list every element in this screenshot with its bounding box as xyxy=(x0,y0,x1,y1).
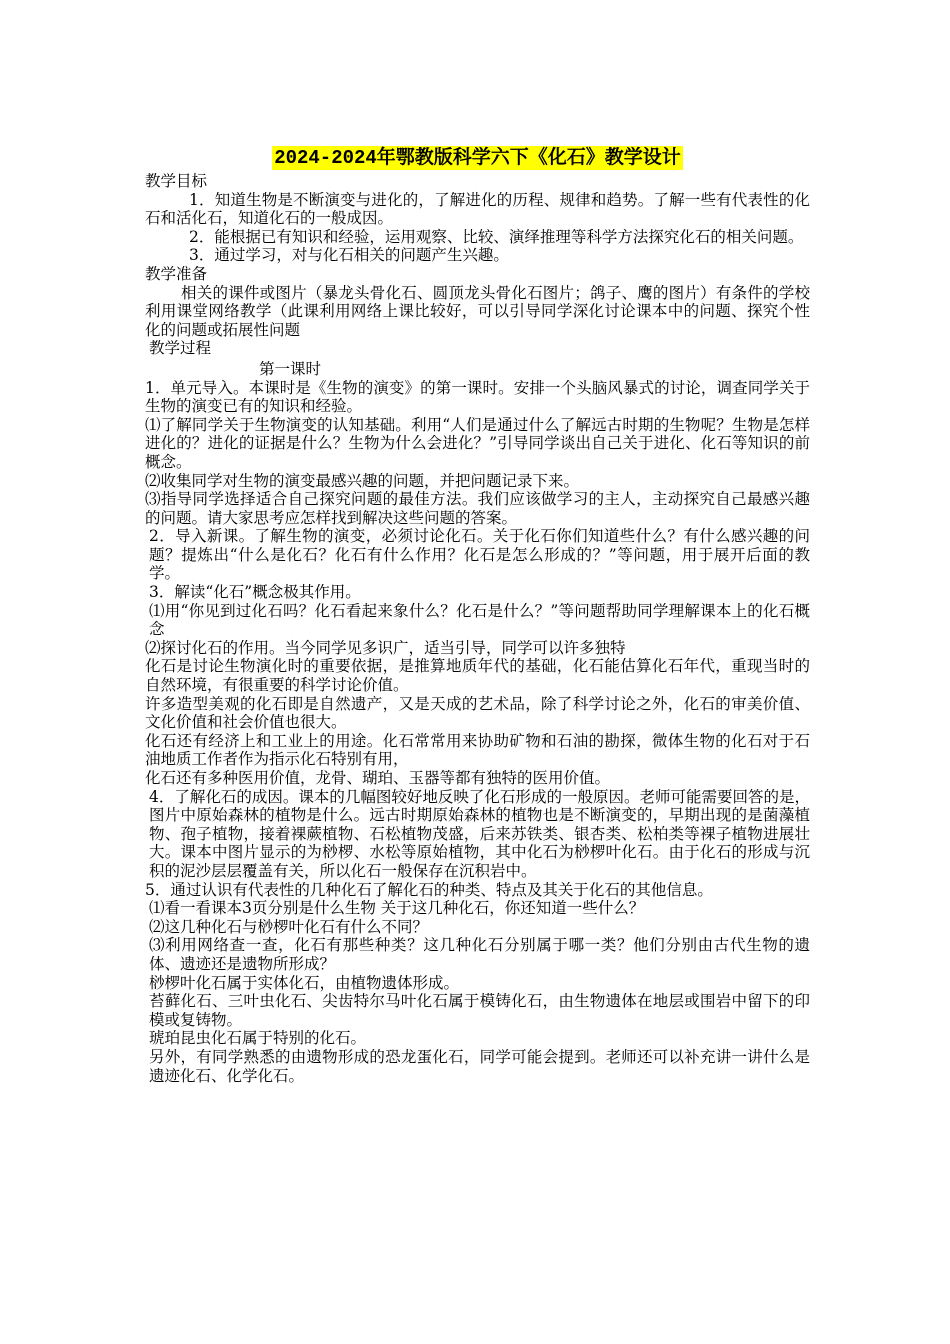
paragraph: 4．了解化石的成因。课本的几幅图较好地反映了化石形成的一般原因。老师可能需要回答的是，图片中原始森林的植物是什么。远古时期原始森林的植物也是不断演变的，早期出现的是菌藻植物、孢子植物，接着裸蕨植物、石松植物茂盛，后来苏铁类、银杏类、松柏类等裸子植物进展壮大。课本中图片显示的为桫椤、水松等原始植物，其中化石为桫椤叶化石。由于化石的形成与沉积的泥沙层层覆盖有关，所以化石一般保存在沉积岩中。 xyxy=(149,787,810,880)
paragraph: 第一课时 xyxy=(259,359,322,378)
paragraph: 苔藓化石、三叶虫化石、尖齿特尔马叶化石属于模铸化石，由生物遗体在地层或围岩中留下的印模或复铸物。 xyxy=(149,992,810,1029)
paragraph: 化石是讨论生物演化时的重要依据，是推算地质年代的基础，化石能估算化石年代，重现当时的自然环境，有很重要的科学讨论价值。 xyxy=(145,657,810,695)
paragraph: 教学准备 xyxy=(145,264,208,283)
paragraph: 化石还有经济上和工业上的用途。化石常常用来协助矿物和石油的勘探，微体生物的化石对于石油地质工作者作为指示化石特别有用， xyxy=(145,731,810,769)
paragraph: 教学目标 xyxy=(145,172,208,190)
paragraph: ⑵这几种化石与桫椤叶化石有什么不同？ xyxy=(149,917,429,936)
paragraph: 化石还有多种医用价值，龙骨、瑚珀、玉器等都有独特的医用价值。 xyxy=(145,769,611,787)
paragraph: ⑵收集同学对生物的演变最感兴趣的问题，并把问题记录下来。 xyxy=(145,471,580,490)
paragraph: 1．知道生物是不断演变与进化的，了解进化的历程、规律和趋势。了解一些有代表性的化石和活化石，知道化石的一般成因。 xyxy=(145,190,810,228)
paragraph: 另外，有同学熟悉的由遗物形成的恐龙蛋化石，同学可能会提到。老师还可以补充讲一讲什么是遗迹化石、化学化石。 xyxy=(149,1047,810,1085)
paragraph: 3．解读“化石”概念极其作用。 xyxy=(149,583,361,602)
paragraph: 5．通过认识有代表性的几种化石了解化石的种类、特点及其关于化石的其他信息。 xyxy=(145,880,713,899)
paragraph: 琥珀昆虫化石属于特别的化石。 xyxy=(149,1029,367,1048)
paragraph: ⑴了解同学关于生物演变的认知基础。利用“人们是通过什么了解远古时期的生物呢？生物是怎样进化的？进化的证据是什么？生物为什么会进化？”引导同学谈出自己关于进化、化石等知识的前概念。 xyxy=(145,415,810,471)
paragraph: ⑶利用网络查一查，化石有那些种类？这几种化石分别属于哪一类？他们分别由古代生物的遗体、遗迹还是遗物所形成？ xyxy=(149,936,810,973)
paragraph: 相关的课件或图片（暴龙头骨化石、圆顶龙头骨化石图片；鸽子、鹰的图片）有条件的学校利用课堂网络教学（此课利用网络上课比较好，可以引导同学深化讨论课本中的问题、探究个性化的问题或拓展性问题 xyxy=(145,283,810,339)
paragraph: 2．导入新课。了解生物的演变，必须讨论化石。关于化石你们知道些什么？有什么感兴趣的问题？提炼出“什么是化石？化石有什么作用？化石是怎么形成的？”等问题，用于展开后面的教学。 xyxy=(149,527,810,583)
paragraph: 教学过程 xyxy=(149,339,212,358)
document-body xyxy=(145,172,810,1085)
paragraph: 许多造型美观的化石即是自然遗产，又是天成的艺术品，除了科学讨论之外，化石的审美价值、文化价值和社会价值也很大。 xyxy=(145,694,810,732)
document-page xyxy=(145,146,810,1085)
paragraph: 1．单元导入。本课时是《生物的演变》的第一课时。安排一个头脑风暴式的讨论，调查同学关于生物的演变已有的知识和经验。 xyxy=(145,378,810,416)
paragraph: ⑴用“你见到过化石吗？化石看起来象什么？化石是什么？”等问题帮助同学理解课本上的化石概念 xyxy=(149,601,810,639)
paragraph: ⑴看一看课本3页分别是什么生物 关于这几种化石，你还知道一些什么？ xyxy=(149,899,645,918)
paragraph: 桫椤叶化石属于实体化石，由植物遗体形成。 xyxy=(149,973,460,992)
paragraph: ⑶指导同学选择适合自己探究问题的最佳方法。我们应该做学习的主人，主动探究自己最感兴趣的问题。请大家思考应怎样找到解决这些问题的答案。 xyxy=(145,490,810,527)
paragraph: ⑵探讨化石的作用。当今同学见多识广，适当引导，同学可以许多独特 xyxy=(145,638,626,657)
document-title: 2024-2024年鄂教版科学六下《化石》教学设计 xyxy=(274,147,681,169)
title-row xyxy=(145,146,810,170)
paragraph: 3．通过学习，对与化石相关的问题产生兴趣。 xyxy=(189,246,509,265)
paragraph: 2．能根据已有知识和经验，运用观察、比较、演绎推理等科学方法探究化石的相关问题。 xyxy=(189,227,804,246)
